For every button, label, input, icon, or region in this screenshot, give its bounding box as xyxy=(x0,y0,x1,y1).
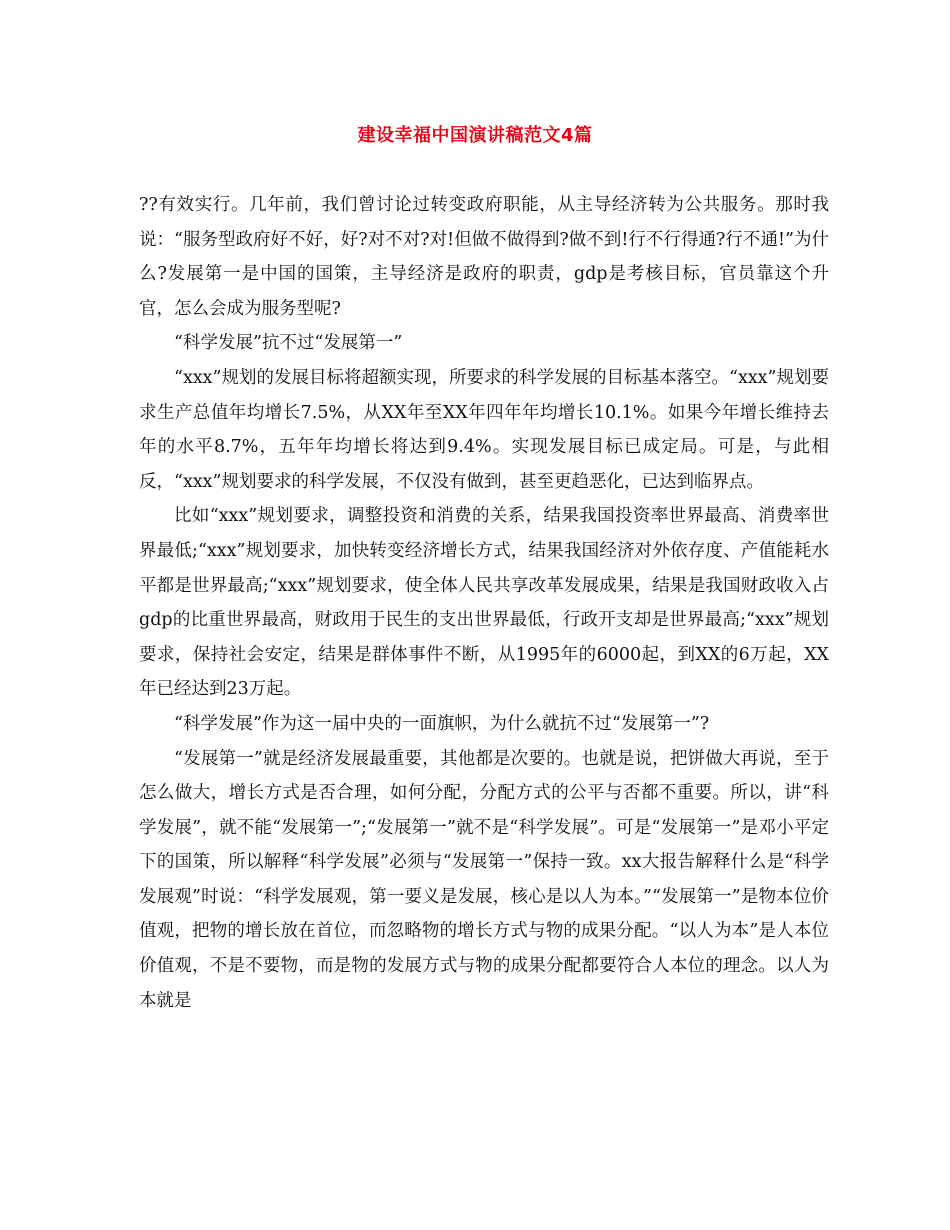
document-body xyxy=(139,188,829,1018)
body-paragraph: ??有效实行。几年前，我们曾讨论过转变政府职能，从主导经济转为公共服务。那时我说：“服务型政府好不好，好?对不对?对!但做不做得到?做不到!行不行得通?行不通!”为什么?发展第一是中国的国策，主导经济是政府的职责，gdp是考核目标，官员靠这个升官，怎么会成为服务型呢? xyxy=(139,195,829,319)
body-paragraph: “科学发展”作为这一届中央的一面旗帜，为什么就抗不过“发展第一”? xyxy=(174,713,710,734)
body-paragraph: 比如“xxx”规划要求，调整投资和消费的关系，结果我国投资率世界最高、消费率世界最低;“xxx”规划要求，加快转变经济增长方式，结果我国经济对外依存度、产值能耗水平都是世界最高;“xxx”规划要求，使全体人民共享改革发展成果，结果是我国财政收入占gdp的比重世界最高，财政用于民生的支出世界最低，行政开支却是世界最高;“xxx”规划要求，保持社会安定，结果是群体事件不断，从1995年的6000起，到XX的6万起，XX年已经达到23万起。 xyxy=(139,506,829,700)
body-paragraph: “xxx”规划的发展目标将超额实现，所要求的科学发展的目标基本落空。“xxx”规划要求生产总值年均增长7.5%，从XX年至XX年四年年均增长10.1%。如果今年增长维持去年的水平8.7%，五年年均增长将达到9.4%。实现发展目标已成定局。可是，与此相反，“xxx”规划要求的科学发展，不仅没有做到，甚至更趋恶化，已达到临界点。 xyxy=(139,367,829,492)
section-heading: “科学发展”抗不过“发展第一” xyxy=(174,333,403,354)
document-title: 建设幸福中国演讲稿范文4篇 xyxy=(357,125,593,146)
body-paragraph: “发展第一”就是经济发展最重要，其他都是次要的。也就是说，把饼做大再说，至于怎么做大，增长方式是否合理，如何分配，分配方式的公平与否都不重要。所以，讲“科学发展”，就不能“发展第一”;“发展第一”就不是“科学发展”。可是“发展第一”是邓小平定下的国策，所以解释“科学发展”必须与“发展第一”保持一致。xx大报告解释什么是“科学发展观”时说：“科学发展观，第一要义是发展，核心是以人为本。”“发展第一”是物本位价值观，把物的增长放在首位，而忽略物的增长方式与物的成果分配。“以人为本”是人本位价值观，不是不要物，而是物的发展方式与物的成果分配都要符合人本位的理念。以人为本就是 xyxy=(139,748,829,1011)
